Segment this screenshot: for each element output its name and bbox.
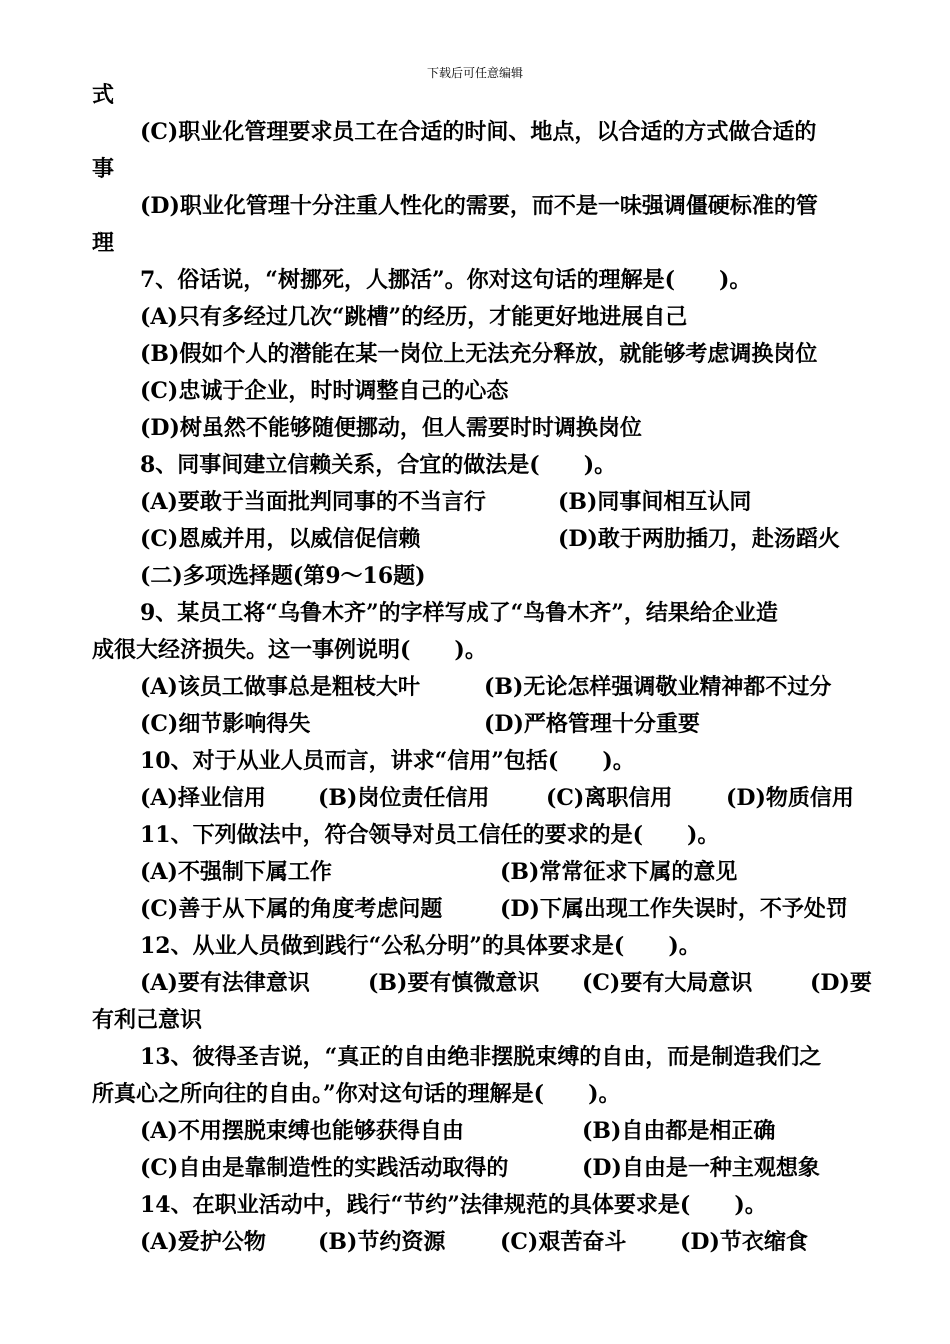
option: (D)自由是一种主观想象 — [582, 1155, 820, 1181]
question-10: 10、对于从业人员而言，讲求“信用”包括( )。 — [140, 748, 635, 774]
section-heading: (二)多项选择题(第9～16题) — [140, 563, 426, 589]
option-line: (B)假如个人的潜能在某一岗位上无法充分释放，就能够考虑调换岗位 — [140, 341, 818, 367]
option: (A)择业信用 — [140, 785, 266, 811]
option: (A)要有法律意识 — [140, 970, 310, 996]
option: (D)节衣缩食 — [680, 1229, 808, 1255]
question-9: 9、某员工将“乌鲁木齐”的字样写成了“鸟鲁木齐”，结果给企业造 — [140, 600, 778, 626]
option: (A)爱护公物 — [140, 1229, 266, 1255]
text-line: 式 — [92, 82, 115, 108]
option-line: (D)树虽然不能够随便挪动，但人需要时时调换岗位 — [140, 415, 642, 441]
text-line: (D)职业化管理十分注重人性化的需要，而不是一味强调僵硬标准的管 — [140, 193, 818, 219]
option: (D)下属出现工作失误时，不予处罚 — [500, 896, 848, 922]
option: (A)该员工做事总是粗枝大叶 — [140, 674, 420, 700]
question-14: 14、在职业活动中，践行“节约”法律规范的具体要求是( )。 — [140, 1192, 767, 1218]
option: (C)细节影响得失 — [140, 711, 311, 737]
option: (D)敢于两肋插刀，赴汤蹈火 — [558, 526, 840, 552]
option: (B)同事间相互认同 — [558, 489, 752, 515]
question-7: 7、俗话说，“树挪死，人挪活”。你对这句话的理解是( )。 — [140, 267, 752, 293]
option: (C)离职信用 — [546, 785, 673, 811]
page-header: 下载后可任意编辑 — [426, 66, 523, 80]
question-12: 12、从业人员做到践行“公私分明”的具体要求是( )。 — [140, 933, 701, 959]
option: (B)无论怎样强调敬业精神都不过分 — [484, 674, 832, 700]
question-8: 8、同事间建立信赖关系，合宜的做法是( )。 — [140, 452, 617, 478]
question-11: 11、下列做法中，符合领导对员工信任的要求的是( )。 — [140, 822, 720, 848]
option: (D)严格管理十分重要 — [484, 711, 700, 737]
text-line: 所真心之所向往的自由。”你对这句话的理解是( )。 — [92, 1081, 621, 1107]
text-line: 有利己意识 — [92, 1007, 203, 1033]
question-13: 13、彼得圣吉说，“真正的自由绝非摆脱束缚的自由，而是制造我们之 — [140, 1044, 822, 1070]
option: (A)不用摆脱束缚也能够获得自由 — [140, 1118, 464, 1144]
option: (A)不强制下属工作 — [140, 859, 332, 885]
option-line: (A)只有多经过几次“跳槽”的经历，才能更好地进展自己 — [140, 304, 688, 330]
option: (C)自由是靠制造性的实践活动取得的 — [140, 1155, 509, 1181]
option: (C)要有大局意识 — [582, 970, 753, 996]
option: (A)要敢于当面批判同事的不当言行 — [140, 489, 486, 515]
option: (B)岗位责任信用 — [318, 785, 490, 811]
option: (B)节约资源 — [318, 1229, 446, 1255]
text-line: 事 — [92, 156, 115, 182]
option: (C)善于从下属的角度考虑问题 — [140, 896, 443, 922]
option: (C)艰苦奋斗 — [500, 1229, 627, 1255]
option-line: (C)忠诚于企业，时时调整自己的心态 — [140, 378, 509, 404]
option: (B)自由都是相正确 — [582, 1118, 776, 1144]
text-line: (C)职业化管理要求员工在合适的时间、地点，以合适的方式做合适的 — [140, 119, 817, 145]
option: (B)要有慎微意识 — [368, 970, 540, 996]
text-line: 成很大经济损失。这一事例说明( )。 — [92, 637, 487, 663]
option: (D)要 — [810, 970, 872, 996]
option: (C)恩威并用，以威信促信赖 — [140, 526, 421, 552]
option: (B)常常征求下属的意见 — [500, 859, 738, 885]
text-line: 理 — [92, 230, 115, 256]
option: (D)物质信用 — [726, 785, 854, 811]
